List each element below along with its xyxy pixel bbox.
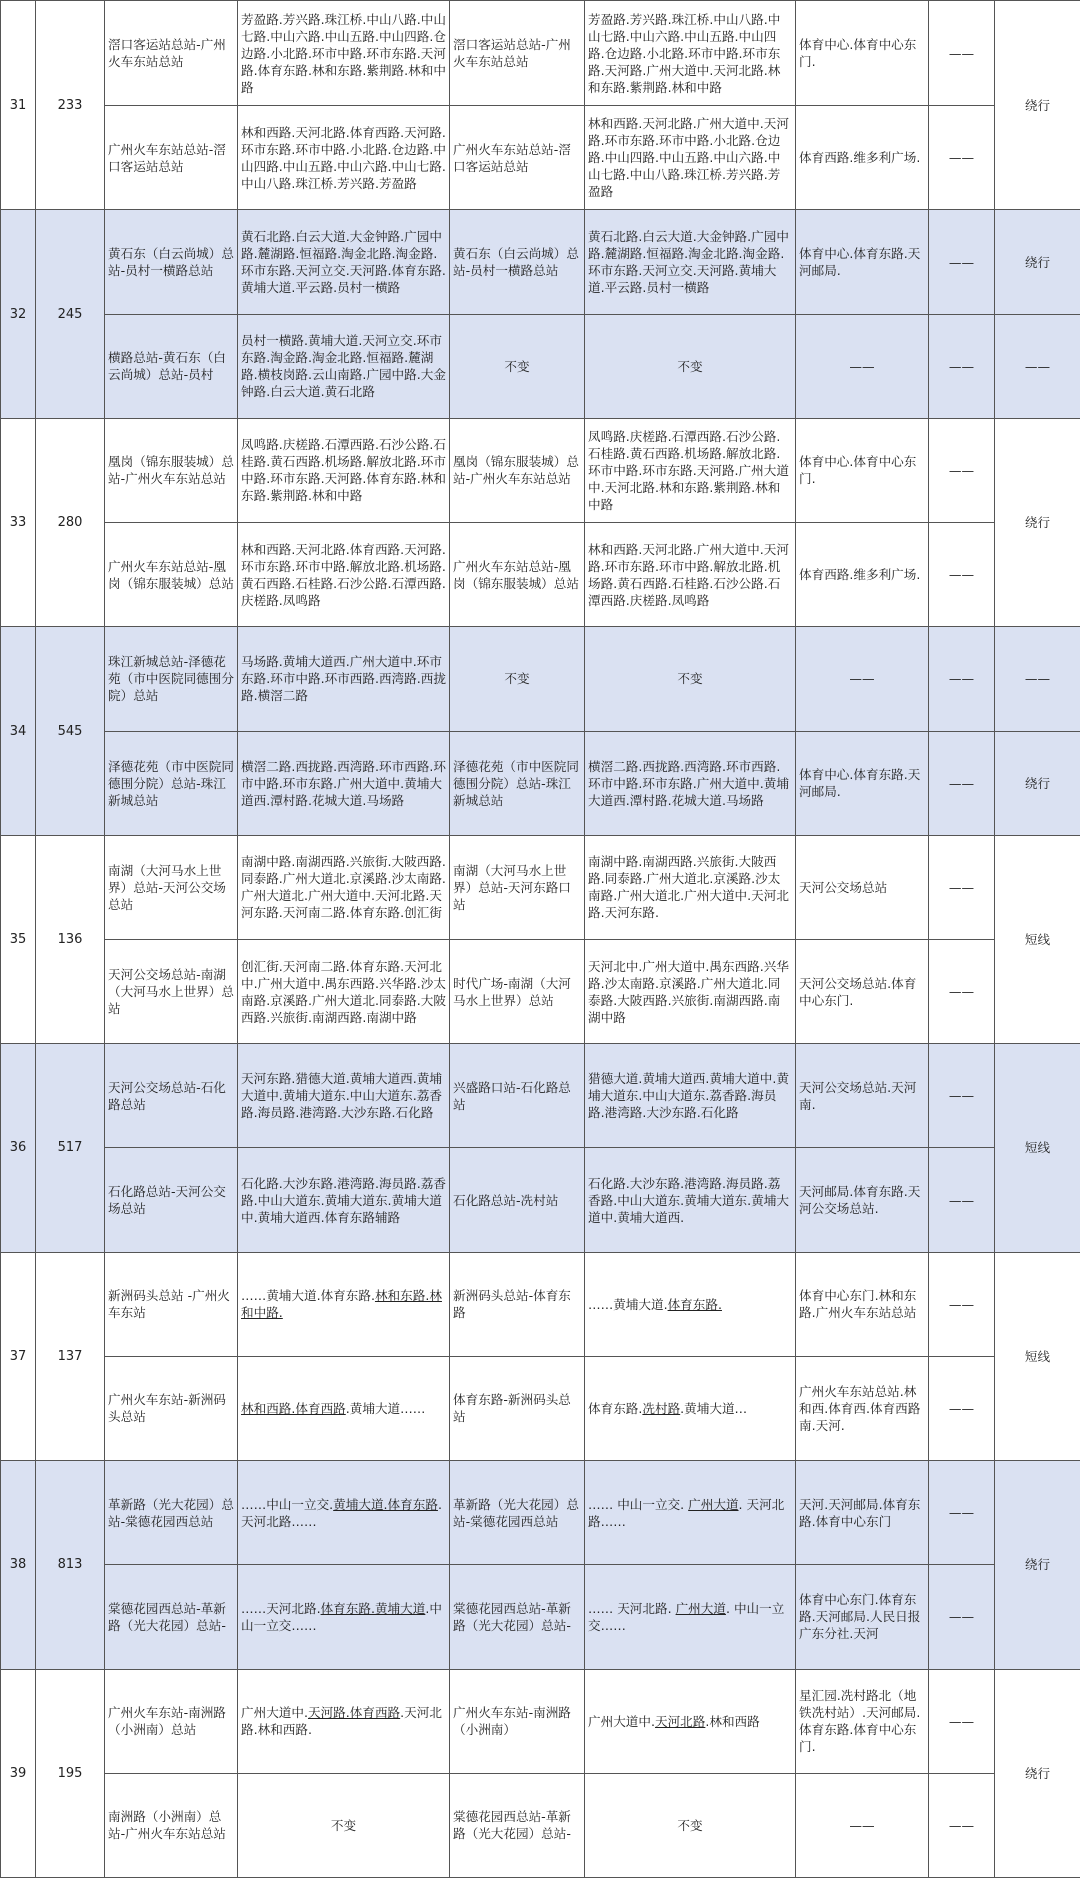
- orig-terminus: 革新路（光大花园）总站-棠德花园西总站: [105, 1461, 238, 1565]
- new-terminus: 泽德花苑（市中医院同德围分院）总站-珠江新城总站: [450, 731, 585, 835]
- new-terminus: 不变: [450, 627, 585, 731]
- cancelled-stops: 体育中心.体育中心东门.: [796, 418, 929, 522]
- line-number: 545: [36, 627, 105, 835]
- new-route: 不变: [585, 314, 796, 418]
- orig-route: 天河东路.猎德大道.黄埔大道西.黄埔大道中.黄埔大道东.中山大道东.荔香路.海员路.港湾路.大沙东路.石化路: [238, 1044, 450, 1148]
- table-row: [1, 418, 1080, 522]
- new-route: 横滘二路.西拢路.西湾路.环市西路.环市中路.环市东路.广州大道中.黄埔大道西.潭村路.花城大道.马场路: [585, 731, 796, 835]
- line-number: 813: [36, 1461, 105, 1669]
- added-stops: ——: [929, 835, 995, 939]
- orig-terminus: 天河公交场总站-南湖（大河马水上世界）总站: [105, 939, 238, 1043]
- added-stops: ——: [929, 1, 995, 106]
- cancelled-stops: 广州火车东站总站.林和西.体育西.体育西路南.天河.: [796, 1356, 929, 1460]
- table-row: [1, 1565, 1080, 1669]
- table-row: [1, 523, 1080, 627]
- new-route: 不变: [585, 627, 796, 731]
- new-terminus: 不变: [450, 314, 585, 418]
- new-terminus: 滘口客运站总站-广州火车东站总站: [450, 1, 585, 106]
- adjust-type: 短线: [995, 835, 1080, 1043]
- new-route: 黄石北路.白云大道.大金钟路.广园中路.麓湖路.恒福路.淘金北路.淘金路.环市东路.天河立交.天河路.黄埔大道.平云路.员村一横路: [585, 210, 796, 314]
- adjust-type: 绕行: [995, 210, 1080, 314]
- orig-route: 林和西路.天河北路.体育西路.天河路.环市东路.环市中路.解放北路.机场路.黄石西路.石桂路.石沙公路.石潭西路.庆槎路.凤鸣路: [238, 523, 450, 627]
- table-row: [1, 1044, 1080, 1148]
- table-row: [1, 835, 1080, 939]
- added-stops: ——: [929, 418, 995, 522]
- new-route: 猎德大道.黄埔大道西.黄埔大道中.黄埔大道东.中山大道东.荔香路.海员路.港湾路.大沙东路.石化路: [585, 1044, 796, 1148]
- line-number: 280: [36, 418, 105, 626]
- new-route: …… 中山一立交. 广州大道. 天河北路……: [585, 1461, 796, 1565]
- added-stops: ——: [929, 523, 995, 627]
- orig-terminus: 南湖（大河马水上世界）总站-天河公交场总站: [105, 835, 238, 939]
- orig-route: 南湖中路.南湖西路.兴旅街.大陂西路.同泰路.广州大道北.京溪路.沙太南路.广州大道北.广州大道中.天河北路.天河东路.天河南二路.体育东路.创汇街: [238, 835, 450, 939]
- cancelled-stops: 体育西路.维多利广场.: [796, 523, 929, 627]
- orig-route: 员村一横路.黄埔大道.天河立交.环市东路.淘金路.淘金北路.恒福路.麓湖路.横枝岗路.云山南路.广园中路.大金钟路.白云大道.黄石北路: [238, 314, 450, 418]
- orig-route: 广州大道中.天河路.体育西路.天河北路.林和西路.: [238, 1669, 450, 1773]
- new-route: ……黄埔大道.体育东路.: [585, 1252, 796, 1356]
- line-number: 233: [36, 1, 105, 210]
- row-index: 36: [1, 1044, 36, 1252]
- adjust-type: ——: [995, 627, 1080, 731]
- added-stops: ——: [929, 1044, 995, 1148]
- cancelled-stops: 星汇园.冼村路北（地铁冼村站）.天河邮局.体育东路.体育中心东门.: [796, 1669, 929, 1773]
- added-stops: ——: [929, 1356, 995, 1460]
- adjust-type: 绕行: [995, 731, 1080, 835]
- orig-terminus: 南洲路（小洲南）总站-广州火车东站总站: [105, 1773, 238, 1877]
- new-route: …… 天河北路. 广州大道. 中山一立交……: [585, 1565, 796, 1669]
- orig-route: 不变: [238, 1773, 450, 1877]
- new-route: 广州大道中.天河北路.林和西路: [585, 1669, 796, 1773]
- table-row: [1, 731, 1080, 835]
- orig-route: 石化路.大沙东路.港湾路.海员路.荔香路.中山大道东.黄埔大道东.黄埔大道中.黄埔大道西.体育东路辅路: [238, 1148, 450, 1252]
- cancelled-stops: 天河公交场总站.体育中心东门.: [796, 939, 929, 1043]
- orig-route: ……中山一立交.黄埔大道.体育东路.天河北路……: [238, 1461, 450, 1565]
- orig-terminus: 广州火车东站总站-滘口客运站总站: [105, 106, 238, 210]
- added-stops: ——: [929, 1252, 995, 1356]
- row-index: 38: [1, 1461, 36, 1669]
- orig-route: ……黄埔大道.体育东路.林和东路.林和中路.: [238, 1252, 450, 1356]
- added-stops: ——: [929, 210, 995, 314]
- cancelled-stops: ——: [796, 1773, 929, 1877]
- cancelled-stops: 体育中心东门.体育东路.天河邮局.人民日报广东分社.天河: [796, 1565, 929, 1669]
- row-index: 32: [1, 210, 36, 418]
- orig-route: 芳盈路.芳兴路.珠江桥.中山八路.中山七路.中山六路.中山五路.中山四路.仓边路.小北路.环市中路.环市东路.天河路.体育东路.林和东路.紫荆路.林和中路: [238, 1, 450, 106]
- added-stops: ——: [929, 106, 995, 210]
- orig-route: ……天河北路.体育东路.黄埔大道.中山一立交……: [238, 1565, 450, 1669]
- orig-route: 林和西路.天河北路.体育西路.天河路.环市东路.环市中路.小北路.仓边路.中山四路.中山五路.中山六路.中山七路.中山八路.珠江桥.芳兴路.芳盈路: [238, 106, 450, 210]
- row-index: 37: [1, 1252, 36, 1460]
- new-terminus: 黄石东（白云尚城）总站-员村一横路总站: [450, 210, 585, 314]
- orig-terminus: 新洲码头总站 -广州火车东站: [105, 1252, 238, 1356]
- adjust-type: 短线: [995, 1252, 1080, 1460]
- orig-terminus: 天河公交场总站-石化路总站: [105, 1044, 238, 1148]
- added-stops: ——: [929, 314, 995, 418]
- orig-terminus: 凰岗（锦东服装城）总站-广州火车东站总站: [105, 418, 238, 522]
- new-terminus: 革新路（光大花园）总站-棠德花园西总站: [450, 1461, 585, 1565]
- adjust-type: 绕行: [995, 418, 1080, 626]
- adjust-type: 绕行: [995, 1461, 1080, 1669]
- added-stops: ——: [929, 1461, 995, 1565]
- orig-terminus: 横路总站-黄石东（白云尚城）总站-员村: [105, 314, 238, 418]
- new-terminus: 新洲码头总站-体育东路: [450, 1252, 585, 1356]
- new-route: 不变: [585, 1773, 796, 1877]
- row-index: 35: [1, 835, 36, 1043]
- new-route: 林和西路.天河北路.广州大道中.天河路.环市东路.环市中路.解放北路.机场路.黄石西路.石桂路.石沙公路.石潭西路.庆槎路.凤鸣路: [585, 523, 796, 627]
- cancelled-stops: ——: [796, 627, 929, 731]
- new-route: 天河北中.广州大道中.禺东西路.兴华路.沙太南路.京溪路.广州大道北.同泰路.大陂西路.兴旅街.南湖西路.南湖中路: [585, 939, 796, 1043]
- orig-terminus: 石化路总站-天河公交场总站: [105, 1148, 238, 1252]
- table-row: [1, 1461, 1080, 1565]
- table-row: [1, 106, 1080, 210]
- orig-route: 马场路.黄埔大道西.广州大道中.环市东路.环市中路.环市西路.西湾路.西拢路.横滘二路: [238, 627, 450, 731]
- new-terminus: 时代广场-南湖（大河马水上世界）总站: [450, 939, 585, 1043]
- table-row: [1, 1356, 1080, 1460]
- cancelled-stops: 天河邮局.体育东路.天河公交场总站.: [796, 1148, 929, 1252]
- new-terminus: 石化路总站-冼村站: [450, 1148, 585, 1252]
- table-row: [1, 1252, 1080, 1356]
- new-terminus: 棠德花园西总站-革新路（光大花园）总站-: [450, 1773, 585, 1877]
- new-terminus: 体育东路-新洲码头总站: [450, 1356, 585, 1460]
- table-row: [1, 314, 1080, 418]
- orig-terminus: 泽德花苑（市中医院同德围分院）总站-珠江新城总站: [105, 731, 238, 835]
- orig-route: 黄石北路.白云大道.大金钟路.广园中路.麓湖路.恒福路.淘金北路.淘金路.环市东路.天河立交.天河路.体育东路.黄埔大道.平云路.员村一横路: [238, 210, 450, 314]
- line-number: 245: [36, 210, 105, 418]
- new-terminus: 凰岗（锦东服装城）总站-广州火车东站总站: [450, 418, 585, 522]
- new-terminus: 棠德花园西总站-革新路（光大花园）总站-: [450, 1565, 585, 1669]
- cancelled-stops: 天河公交场总站.天河南.: [796, 1044, 929, 1148]
- new-route: 南湖中路.南湖西路.兴旅街.大陂西路.同泰路.广州大道北.京溪路.沙太南路.广州大道北.广州大道中.天河北路.天河东路.: [585, 835, 796, 939]
- new-terminus: 南湖（大河马水上世界）总站-天河东路口站: [450, 835, 585, 939]
- cancelled-stops: ——: [796, 314, 929, 418]
- orig-route: 凤鸣路.庆槎路.石潭西路.石沙公路.石桂路.黄石西路.机场路.解放北路.环市中路.环市东路.天河路.体育东路.林和东路.紫荆路.林和中路: [238, 418, 450, 522]
- row-index: 34: [1, 627, 36, 835]
- line-number: 195: [36, 1669, 105, 1878]
- line-number: 137: [36, 1252, 105, 1460]
- added-stops: ——: [929, 627, 995, 731]
- cancelled-stops: 体育中心.体育东路.天河邮局.: [796, 210, 929, 314]
- new-route: 石化路.大沙东路.港湾路.海员路.荔香路.中山大道东.黄埔大道东.黄埔大道中.黄埔大道西.: [585, 1148, 796, 1252]
- orig-terminus: 广州火车东站-南洲路（小洲南）总站: [105, 1669, 238, 1773]
- table-row: [1, 627, 1080, 731]
- new-route: 体育东路.冼村路.黄埔大道…: [585, 1356, 796, 1460]
- adjust-type: 绕行: [995, 1669, 1080, 1878]
- cancelled-stops: 天河.天河邮局.体育东路.体育中心东门: [796, 1461, 929, 1565]
- cancelled-stops: 体育中心.体育东路.天河邮局.: [796, 731, 929, 835]
- cancelled-stops: 体育中心.体育中心东门.: [796, 1, 929, 106]
- added-stops: ——: [929, 1773, 995, 1877]
- table-row: [1, 1669, 1080, 1773]
- new-route: 林和西路.天河北路.广州大道中.天河路.环市东路.环市中路.小北路.仓边路.中山四路.中山五路.中山六路.中山七路.中山八路.珠江桥.芳兴路.芳盈路: [585, 106, 796, 210]
- orig-terminus: 珠江新城总站-泽德花苑（市中医院同德围分院）总站: [105, 627, 238, 731]
- cancelled-stops: 天河公交场总站: [796, 835, 929, 939]
- line-number: 136: [36, 835, 105, 1043]
- table-body: [1, 1, 1080, 1878]
- added-stops: ——: [929, 939, 995, 1043]
- orig-terminus: 棠德花园西总站-革新路（光大花园）总站-: [105, 1565, 238, 1669]
- cancelled-stops: 体育西路.维多利广场.: [796, 106, 929, 210]
- table-row: [1, 210, 1080, 314]
- row-index: 33: [1, 418, 36, 626]
- added-stops: ——: [929, 1565, 995, 1669]
- new-terminus: 广州火车东站总站-凰岗（锦东服装城）总站: [450, 523, 585, 627]
- added-stops: ——: [929, 1669, 995, 1773]
- added-stops: ——: [929, 731, 995, 835]
- orig-terminus: 黄石东（白云尚城）总站-员村一横路总站: [105, 210, 238, 314]
- adjust-type: ——: [995, 314, 1080, 418]
- new-route: 凤鸣路.庆槎路.石潭西路.石沙公路.石桂路.黄石西路.机场路.解放北路.环市中路.环市东路.天河路.广州大道中.天河北路.林和东路.紫荆路.林和中路: [585, 418, 796, 522]
- new-terminus: 广州火车东站-南洲路（小洲南）: [450, 1669, 585, 1773]
- orig-route: 林和西路.体育西路.黄埔大道……: [238, 1356, 450, 1460]
- orig-route: 横滘二路.西拢路.西湾路.环市西路.环市中路.环市东路.广州大道中.黄埔大道西.潭村路.花城大道.马场路: [238, 731, 450, 835]
- new-route: 芳盈路.芳兴路.珠江桥.中山八路.中山七路.中山六路.中山五路.中山四路.仓边路.小北路.环市中路.环市东路.天河路.广州大道中.天河北路.林和东路.紫荆路.林和中路: [585, 1, 796, 106]
- added-stops: ——: [929, 1148, 995, 1252]
- row-index: 31: [1, 1, 36, 210]
- table-row: [1, 1148, 1080, 1252]
- line-number: 517: [36, 1044, 105, 1252]
- cancelled-stops: 体育中心东门.林和东路.广州火车东站总站: [796, 1252, 929, 1356]
- table-row: [1, 939, 1080, 1043]
- new-terminus: 兴盛路口站-石化路总站: [450, 1044, 585, 1148]
- adjust-type: 绕行: [995, 1, 1080, 210]
- orig-terminus: 广州火车东站总站-凰岗（锦东服装城）总站: [105, 523, 238, 627]
- orig-route: 创汇街.天河南二路.体育东路.天河北中.广州大道中.禺东西路.兴华路.沙太南路.京溪路.广州大道北.同泰路.大陂西路.兴旅街.南湖西路.南湖中路: [238, 939, 450, 1043]
- adjust-type: 短线: [995, 1044, 1080, 1252]
- new-terminus: 广州火车东站总站-滘口客运站总站: [450, 106, 585, 210]
- table-row: [1, 1, 1080, 106]
- orig-terminus: 滘口客运站总站-广州火车东站总站: [105, 1, 238, 106]
- table-row: [1, 1773, 1080, 1877]
- row-index: 39: [1, 1669, 36, 1878]
- orig-terminus: 广州火车东站-新洲码头总站: [105, 1356, 238, 1460]
